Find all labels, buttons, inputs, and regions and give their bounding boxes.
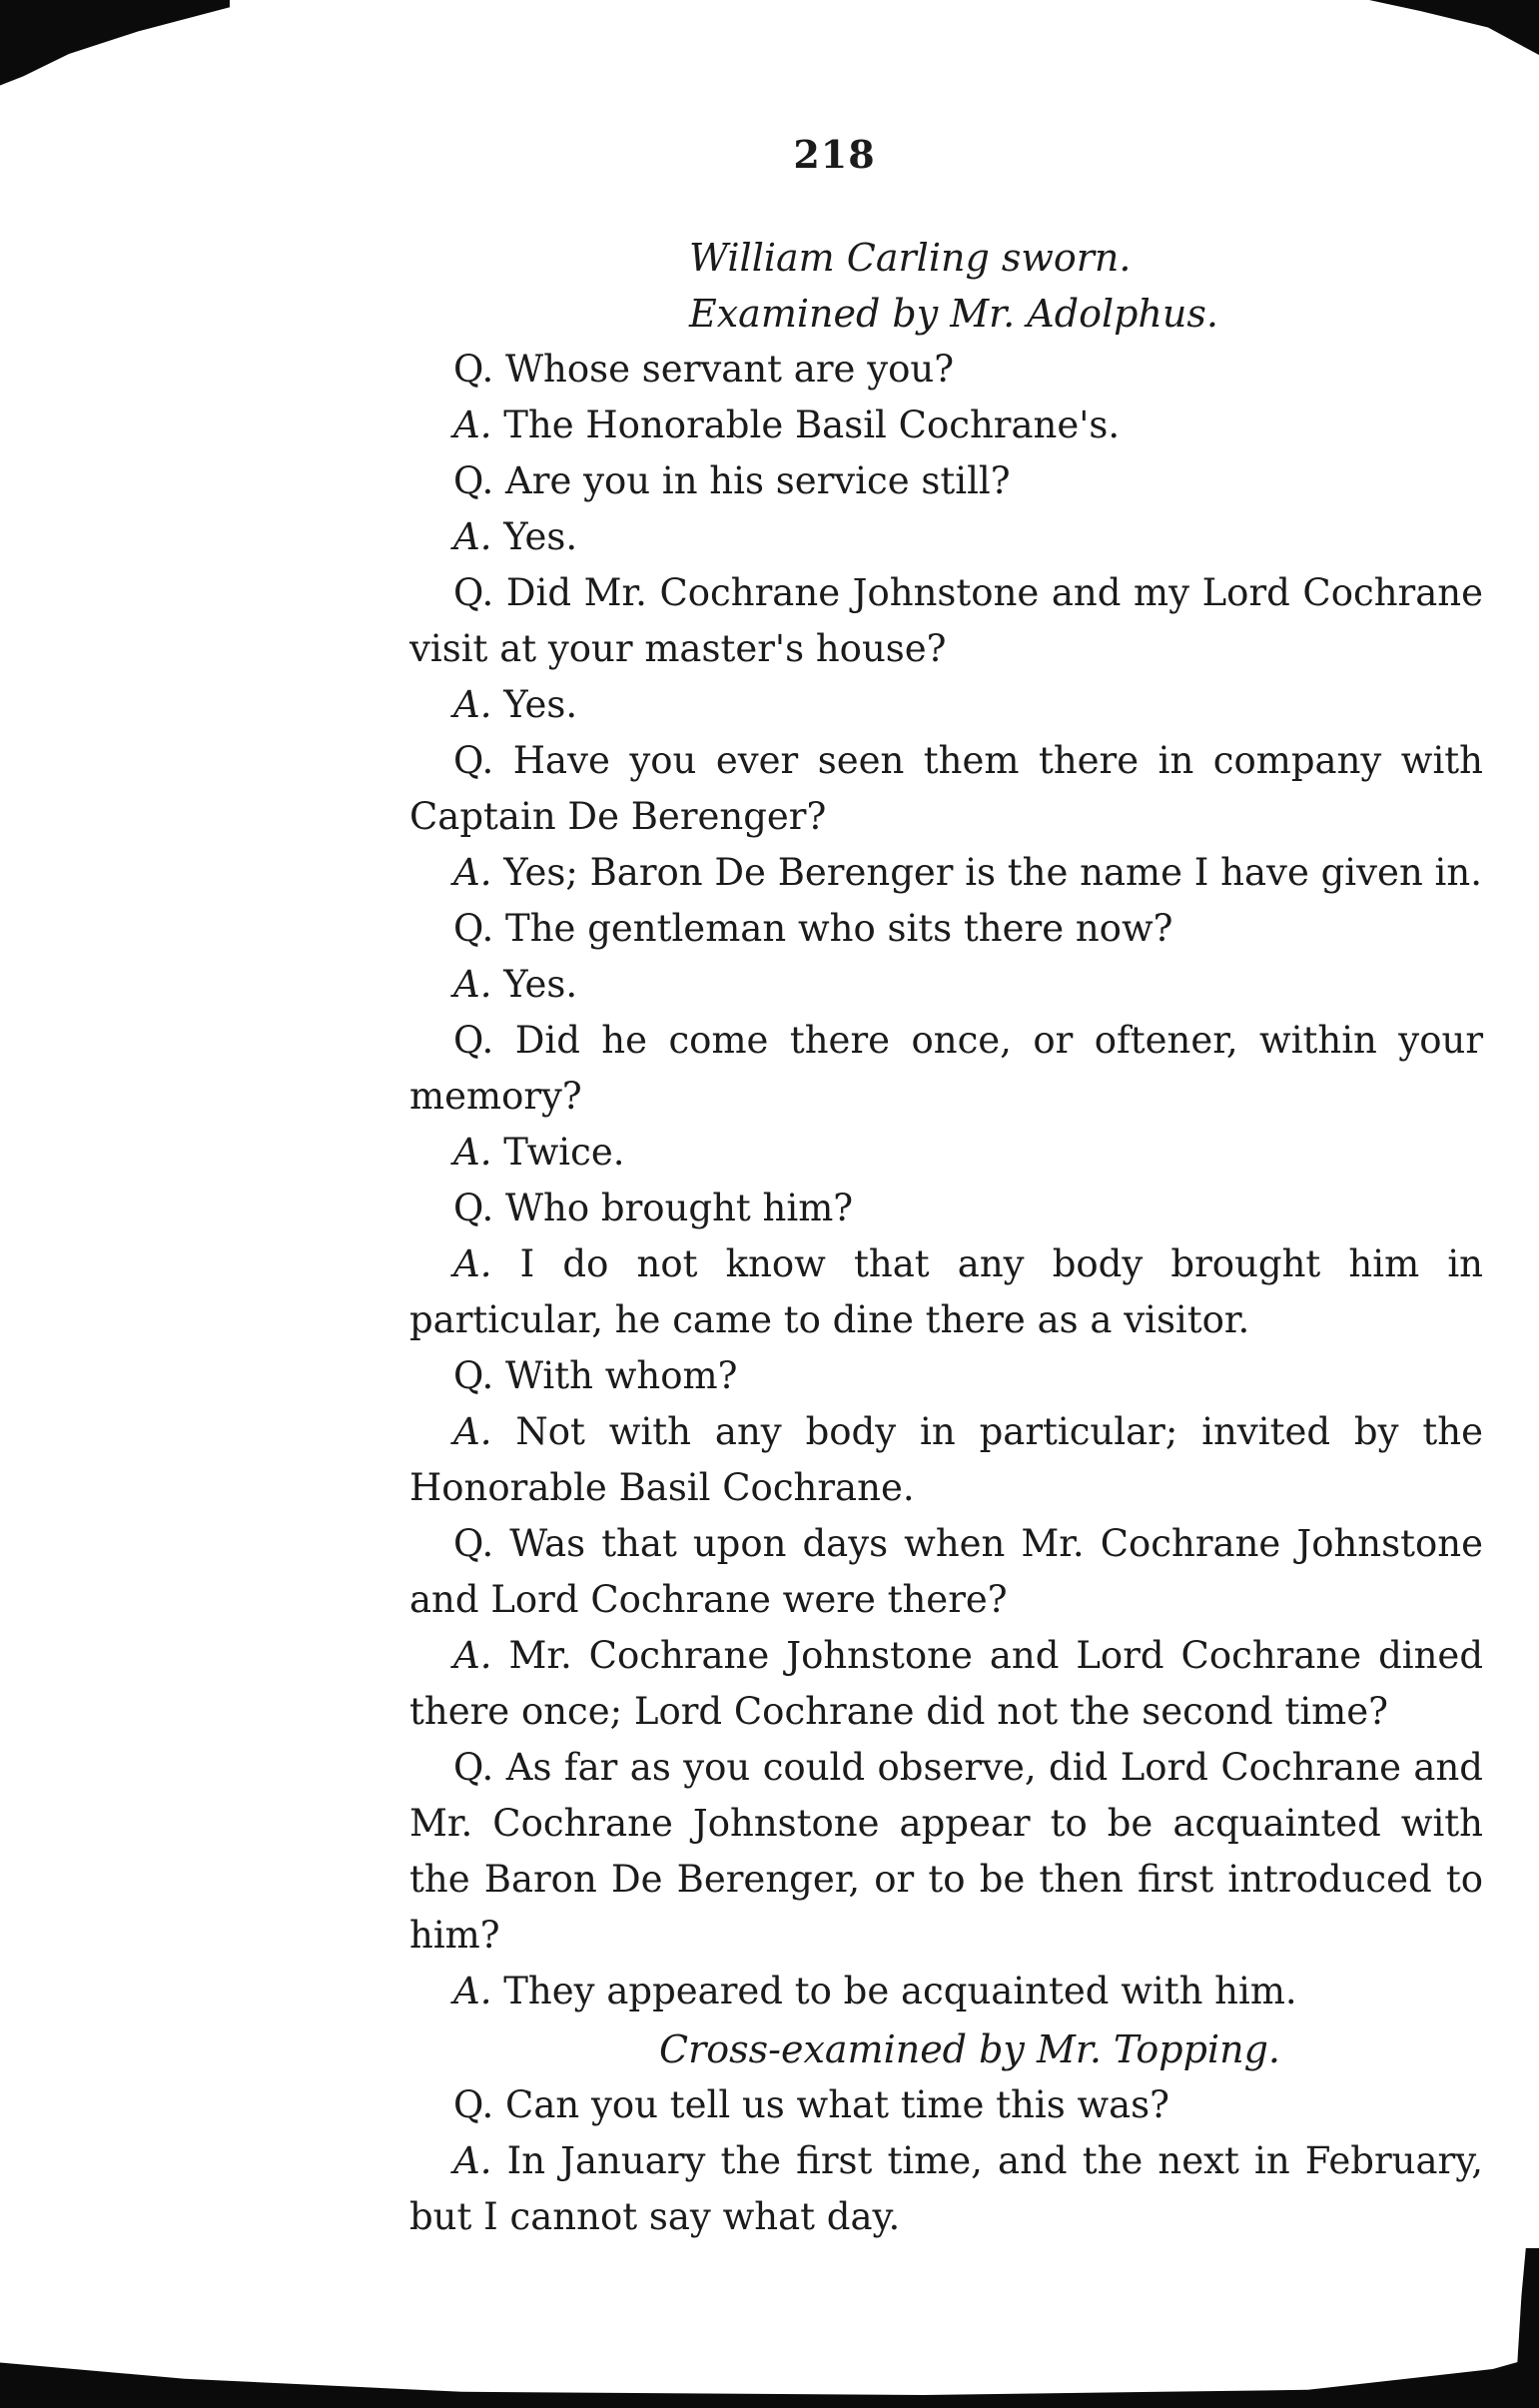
- qa-tag: A.: [453, 851, 492, 894]
- qa-text: Mr. Cochrane Johnstone and Lord Cochrane dined there once; Lord Cochrane did not the second time?: [409, 1634, 1484, 1733]
- qa-paragraph: [409, 509, 1483, 565]
- qa-tag: A.: [453, 1634, 492, 1677]
- qa-text: Yes.: [503, 515, 578, 558]
- qa-paragraph: [409, 398, 1483, 453]
- qa-tag: Q.: [453, 459, 494, 502]
- qa-paragraph: [409, 845, 1483, 901]
- qa-text: Did Mr. Cochrane Johnstone and my Lord Cochrane visit at your master's house?: [409, 571, 1484, 670]
- page-number: 218: [793, 132, 876, 177]
- qa-tag: A.: [453, 1410, 492, 1453]
- qa-tag: A.: [453, 2139, 492, 2182]
- qa-text: Did he come there once, or oftener, within your memory?: [409, 1019, 1484, 1118]
- qa-text: Yes; Baron De Berenger is the name I have given in.: [503, 851, 1482, 894]
- qa-tag: A.: [453, 515, 492, 558]
- qa-text: The Honorable Basil Cochrane's.: [503, 403, 1121, 446]
- qa-tag: A.: [453, 403, 492, 446]
- qa-tag: Q.: [453, 1019, 494, 1062]
- qa-tag: A.: [453, 963, 492, 1006]
- scan-edge-bottom-right: [1517, 2248, 1539, 2368]
- qa-text: Are you in his service still?: [505, 459, 1011, 502]
- qa-paragraph: [409, 1125, 1483, 1181]
- qa-text: Whose servant are you?: [505, 348, 955, 391]
- qa-text: Not with any body in particular; invited by the Honorable Basil Cochrane.: [409, 1410, 1484, 1509]
- qa-paragraph: [409, 1964, 1483, 2019]
- qa-paragraph: [409, 453, 1483, 509]
- qa-tag: Q.: [453, 348, 494, 391]
- cross-examined-heading: Cross-examined by Mr. Topping.: [659, 2027, 1280, 2071]
- qa-text: As far as you could observe, did Lord Cochrane and Mr. Cochrane Johnstone appear to be acquainted with the Baron De Berenger, or to be then first introduced to him?: [409, 1746, 1483, 1957]
- qa-text: I do not know that any body brought him in particular, he came to dine there as a visitor.: [409, 1242, 1483, 1341]
- qa-text: Yes.: [503, 963, 578, 1006]
- qa-tag: Q.: [453, 907, 494, 950]
- qa-paragraph: [409, 1348, 1483, 1404]
- qa-tag: A.: [453, 1131, 492, 1174]
- qa-tag: Q.: [453, 571, 494, 614]
- qa-text: Yes.: [503, 683, 578, 726]
- qa-paragraph: [409, 2133, 1483, 2245]
- qa-paragraph: [409, 1236, 1483, 1348]
- qa-paragraph: [409, 1181, 1483, 1236]
- qa-paragraph: [409, 1013, 1483, 1125]
- qa-text: In January the first time, and the next in February, but I cannot say what day.: [409, 2139, 1483, 2238]
- qa-paragraph: [409, 565, 1483, 677]
- scan-edge-bottom: [0, 2343, 1539, 2408]
- page-body: [409, 230, 1483, 2245]
- qa-tag: A.: [453, 683, 492, 726]
- qa-text: Who brought him?: [505, 1187, 854, 1229]
- qa-text: Was that upon days when Mr. Cochrane Johnstone and Lord Cochrane were there?: [409, 1522, 1483, 1621]
- qa-paragraph: [409, 2077, 1483, 2133]
- qa-paragraph: [409, 677, 1483, 733]
- qa-text: Have you ever seen them there in company with Captain De Berenger?: [409, 739, 1483, 838]
- scan-edge-top-left: [0, 0, 230, 90]
- qa-text: Can you tell us what time this was?: [505, 2083, 1170, 2126]
- qa-paragraph: [409, 1404, 1483, 1516]
- qa-text: Twice.: [503, 1131, 625, 1174]
- qa-tag: A.: [453, 1242, 492, 1285]
- qa-paragraph: [409, 957, 1483, 1013]
- qa-paragraph: [409, 733, 1483, 845]
- examination-section: [409, 342, 1483, 2019]
- qa-tag: Q.: [453, 1522, 494, 1565]
- qa-paragraph: [409, 901, 1483, 957]
- witness-heading: William Carling sworn.: [689, 236, 1132, 280]
- qa-tag: A.: [453, 1970, 492, 2012]
- qa-tag: Q.: [453, 1354, 494, 1397]
- qa-paragraph: [409, 1516, 1483, 1628]
- qa-paragraph: [409, 1628, 1483, 1740]
- qa-tag: Q.: [453, 1746, 494, 1789]
- qa-paragraph: [409, 342, 1483, 398]
- cross-examination-section: [409, 2077, 1483, 2245]
- qa-text: With whom?: [505, 1354, 738, 1397]
- qa-tag: Q.: [453, 2083, 494, 2126]
- scan-edge-top-right: [1369, 0, 1539, 55]
- qa-text: The gentleman who sits there now?: [505, 907, 1173, 950]
- qa-paragraph: [409, 1740, 1483, 1964]
- qa-text: They appeared to be acquainted with him.: [503, 1970, 1297, 2012]
- qa-tag: Q.: [453, 739, 494, 782]
- qa-tag: Q.: [453, 1187, 494, 1229]
- examined-heading: Examined by Mr. Adolphus.: [689, 292, 1218, 336]
